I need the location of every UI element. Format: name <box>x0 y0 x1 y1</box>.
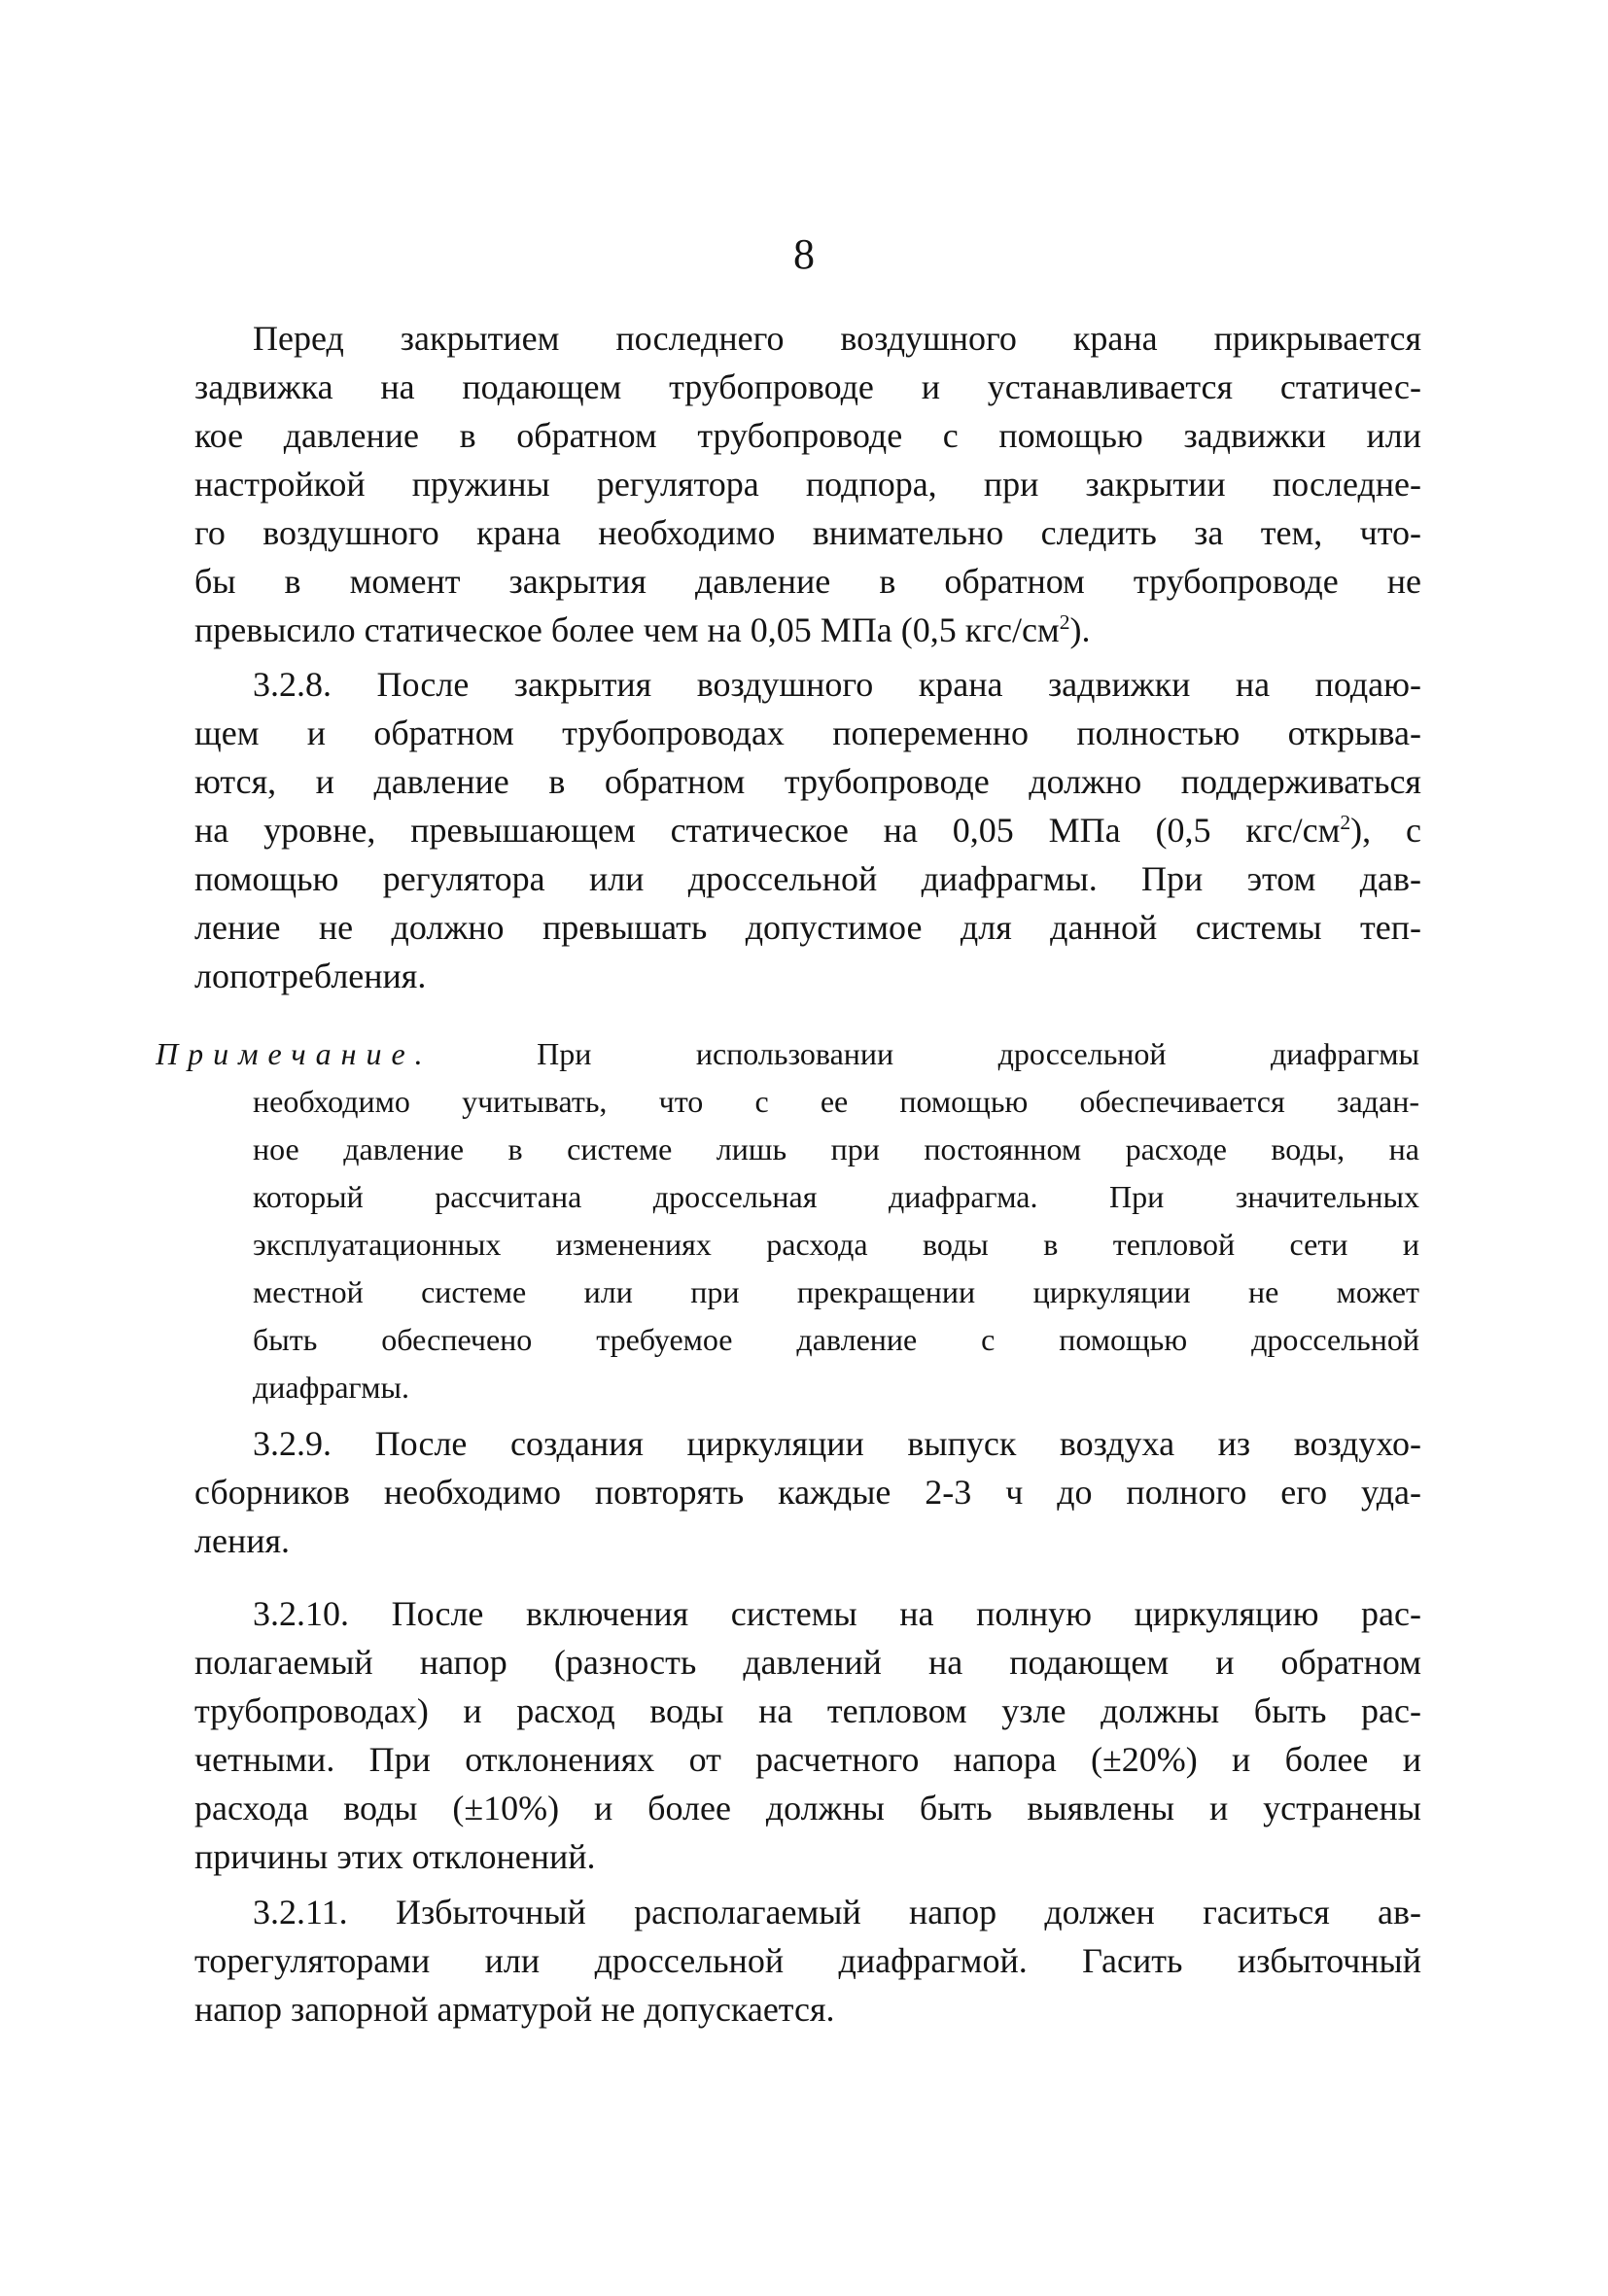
paragraph-3-2-9 <box>194 1419 1421 1565</box>
paragraph-line: помощью регулятора или дроссельной диафрагмы. При этом дав- <box>194 859 1421 898</box>
paragraph-line: 3.2.10. После включения системы на полную циркуляцию рас- <box>253 1594 1421 1633</box>
paragraph-line: причины этих отклонений. <box>194 1837 596 1876</box>
paragraph-line: полагаемый напор (разность давлений на подающем и обратном <box>194 1643 1421 1682</box>
note-text: При использовании дроссельной диафрагмы <box>537 1036 1419 1071</box>
paragraph-3-2-11 <box>194 1888 1421 2034</box>
line-text: на уровне, превышающем статическое на 0,05 МПа (0,5 кгс/см <box>194 811 1341 850</box>
paragraph-3-2-8 <box>194 660 1421 1000</box>
paragraph-line: бы в момент закрытия давление в обратном трубопроводе не <box>194 562 1421 601</box>
paragraph-line: четными. При отклонениях от расчетного напора (±20%) и более и <box>194 1740 1421 1779</box>
note-line: эксплуатационных изменениях расхода воды в тепловой сети и <box>253 1227 1419 1262</box>
paragraph-closing-air-valve <box>194 314 1421 654</box>
superscript: 2 <box>1340 811 1351 834</box>
line-text: ). <box>1069 610 1091 649</box>
paragraph-line: Перед закрытием последнего воздушного крана прикрывается <box>253 319 1421 358</box>
paragraph-line: задвижка на подающем трубопроводе и устанавливается статичес- <box>194 367 1421 406</box>
note-line: который рассчитана дроссельная диафрагма. При значительных <box>253 1179 1419 1214</box>
paragraph-line: торегуляторами или дроссельной диафрагмой. Гасить избыточный <box>194 1941 1421 1980</box>
paragraph-line: ление не должно превышать допустимое для данной системы теп- <box>194 908 1421 947</box>
paragraph-line: напор запорной арматурой не допускается. <box>194 1990 835 2029</box>
paragraph-line: щем и обратном трубопроводах попеременно полностью открыва- <box>194 713 1421 752</box>
paragraph-line: лопотребления. <box>194 957 427 995</box>
note-line: быть обеспечено требуемое давление с помощью дроссельной <box>253 1322 1419 1357</box>
note-line: местной системе или при прекращении циркуляции не может <box>253 1274 1419 1309</box>
note-line: необходимо учитывать, что с ее помощью обеспечивается задан- <box>253 1084 1419 1119</box>
note-line: ное давление в системе лишь при постоянном расходе воды, на <box>253 1131 1419 1166</box>
paragraph-line <box>194 806 1421 854</box>
paragraph-line: ления. <box>194 1521 291 1560</box>
note-first-line <box>156 1030 1419 1078</box>
paragraph-line: 3.2.8. После закрытия воздушного крана задвижки на подаю- <box>253 665 1421 704</box>
line-text: превысило статическое более чем на 0,05 МПа (0,5 кгс/см <box>194 610 1060 649</box>
paragraph-line: 3.2.11. Избыточный располагаемый напор должен гаситься ав- <box>253 1893 1421 1931</box>
note-label: Примечание. <box>156 1036 433 1071</box>
superscript: 2 <box>1059 610 1070 634</box>
note-block <box>156 1030 1419 1411</box>
paragraph-line <box>194 606 1421 654</box>
paragraph-3-2-10 <box>194 1589 1421 1881</box>
paragraph-line: трубопроводах) и расход воды на тепловом узле должны быть рас- <box>194 1691 1421 1730</box>
paragraph-line: сборников необходимо повторять каждые 2-3 ч до полного его уда- <box>194 1473 1421 1512</box>
paragraph-line: кое давление в обратном трубопроводе с помощью задвижки или <box>194 416 1421 455</box>
paragraph-line: ются, и давление в обратном трубопроводе должно поддерживаться <box>194 762 1421 801</box>
paragraph-line: 3.2.9. После создания циркуляции выпуск воздуха из воздухо- <box>253 1424 1421 1463</box>
note-line: диафрагмы. <box>253 1370 409 1405</box>
paragraph-line: расхода воды (±10%) и более должны быть выявлены и устранены <box>194 1789 1421 1827</box>
paragraph-line: го воздушного крана необходимо внимательно следить за тем, что- <box>194 513 1421 552</box>
page-number: 8 <box>793 230 815 278</box>
line-text: ), с <box>1350 811 1421 850</box>
paragraph-line: настройкой пружины регулятора подпора, при закрытии последне- <box>194 465 1421 504</box>
